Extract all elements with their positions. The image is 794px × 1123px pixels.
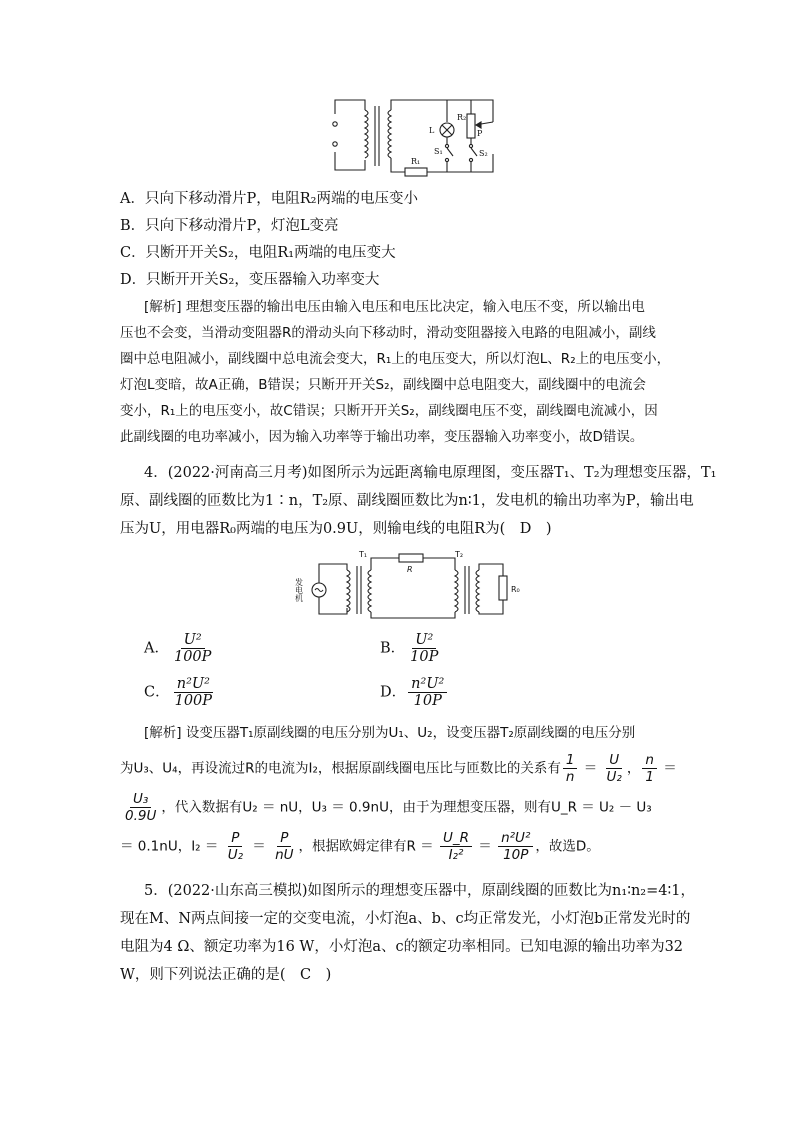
- q3-option-a: A．只向下移动滑片P，电阻R₂两端的电压变小: [120, 191, 418, 207]
- analysis-line: 压也不会变，当滑动变阻器R的滑动头向下移动时，滑动变阻器接入电路的电阻减小，副线: [120, 325, 656, 341]
- q3-option-d: D．只断开开关S₂，变压器输入功率变大: [120, 272, 380, 288]
- q4-option-a: A． $\frac{\text{U²}}{100P}$: [144, 632, 212, 665]
- analysis-line: 理想变压器的输出电压由输入电压和电压比决定，输入电压不变，所以输出电: [185, 299, 645, 315]
- q5-stem-line-1: 5．(2022·山东高三模拟)如图所示的理想变压器中，原副线圈的匝数比为n₁∶n₂=4∶1，: [144, 883, 695, 899]
- q4-stem-line-3: 压为U，用电器R₀两端的电压为0.9U，则输电线的电阻R为( D ): [120, 521, 552, 537]
- circuit-figure-2: [295, 548, 530, 620]
- analysis-line: 变小，R₁上的电压变小，故C错误；只断开开关S₂，副线圈电压不变，副线圈电流减小，因: [120, 403, 658, 419]
- r2-label: R₂: [457, 113, 467, 122]
- r-label: R: [407, 565, 413, 574]
- q4-stem-line-1: 4．(2022·河南高三月考)如图所示为远距离输电原理图，变压器T₁、T₂为理想变压器，T₁: [144, 465, 717, 481]
- circuit-figure-1: [325, 92, 505, 182]
- analysis-line: 此副线圈的电功率减小，因为输入功率等于输出功率，变压器输入功率变小，故D错误。: [120, 429, 644, 445]
- q4-stem-line-2: 原、副线圈的匝数比为1∶n，T₂原、副线圈匝数比为n∶1，发电机的输出功率为P，输出电: [120, 493, 694, 509]
- lamp-label: L: [429, 126, 435, 135]
- t1-label: T₁: [359, 550, 368, 559]
- q4-option-d: D． $\frac{\text{n²U²}}{10P}$: [380, 676, 449, 709]
- q3-option-c: C．只断开开关S₂，电阻R₁两端的电压变大: [120, 245, 396, 261]
- q3-analysis: [120, 294, 680, 450]
- q4-option-c: C． $\frac{\text{n²U²}}{100P}$: [144, 676, 213, 709]
- q4-option-b: B． $\frac{\text{U²}}{10P}$: [380, 632, 439, 665]
- q5-stem-line-3: 电阻为4 Ω、额定功率为16 W，小灯泡a、c的额定功率相同。已知电源的输出功率为32: [120, 939, 684, 955]
- r0-label: R₀: [511, 585, 520, 594]
- analysis-tag: [解析]: [144, 725, 182, 741]
- r1-label: R₁: [411, 157, 421, 166]
- analysis-tag: [解析]: [144, 299, 182, 315]
- p-label: P: [477, 129, 483, 138]
- q5-stem-line-2: 现在M、N两点间接一定的交变电流，小灯泡a、b、c均正常发光，小灯泡b正常发光时的: [120, 911, 691, 927]
- s2-label: S₂: [479, 149, 488, 158]
- q3-option-b: B．只向下移动滑片P，灯泡L变亮: [120, 218, 339, 234]
- q4-analysis: [解析] 设变压器T₁原副线圈的电压分别为U₁、U₂，设变压器T₂原副线圈的电压分别 为U₃、U₄，再设流过R的电流为I₂，根据原副线圈电压比与匝数比的关系有 $\frac{1}{n}$ ＝ $\frac{U}{\text{U₂}}$ ， $\frac{n}{1}$ ＝ $\frac{\text{U₃}}{0.9U}$ ，代入数据有U₂ ＝ nU，U₃ ＝ 0.9nU，由于为理想变压器，则有U_R ＝ U₂ － U₃ ＝ 0.1nU，I₂ ＝ $\frac{P}{\text{U₂}}$ ＝ $\frac{P}{nU}$ ，根据欧姆定律有R ＝ $\frac{U\_R}{\text{I₂²}}$ ＝ $\frac{\text{n²U²}}{10P}$ ，故选D。: [120, 725, 677, 863]
- analysis-line: 灯泡L变暗，故A正确，B错误；只断开开关S₂，副线圈中总电阻变大，副线圈中的电流会: [120, 377, 646, 393]
- t2-label: T₂: [455, 550, 464, 559]
- q5-stem-line-4: W，则下列说法正确的是( C ): [120, 967, 332, 983]
- generator-label: 发电机: [295, 578, 304, 602]
- analysis-line: 圈中总电阻减小，副线圈中总电流会变大，R₁上的电压变大，所以灯泡L、R₂上的电压变小，: [120, 351, 671, 367]
- s1-label: S₁: [434, 147, 443, 156]
